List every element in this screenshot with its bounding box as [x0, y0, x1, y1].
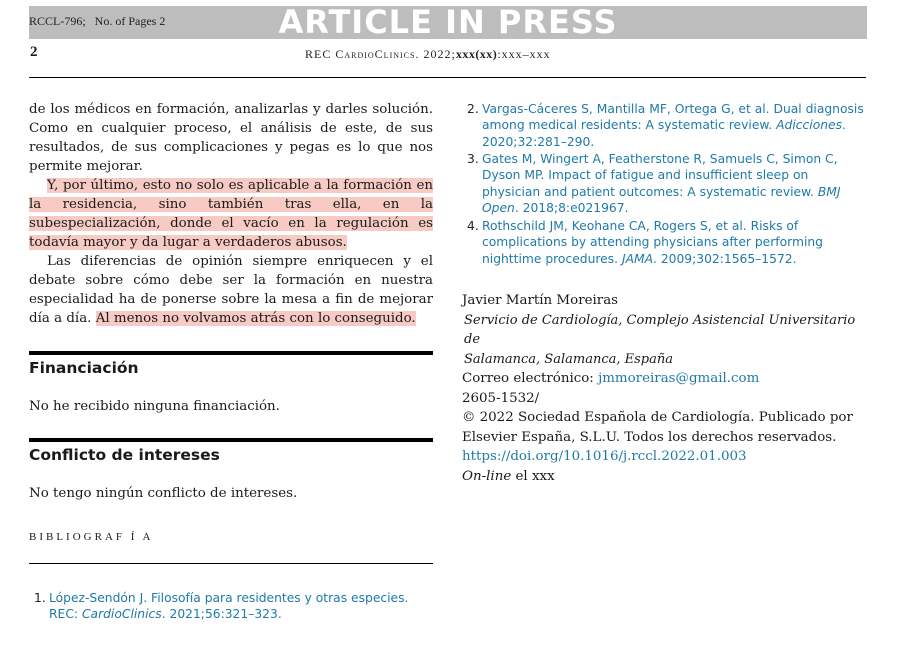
- reference-1[interactable]: [34, 590, 439, 623]
- reference-line: Rothschild JM, Keohane CA, Rogers S, et al. Risks of: [482, 219, 799, 233]
- section-divider-conflict: [29, 438, 433, 442]
- funding-heading: Financiación: [29, 359, 139, 377]
- article-id: RCCL-796; No. of Pages 2: [29, 14, 166, 28]
- bibliography-heading: BIBLIOGRAF Í A: [29, 531, 154, 543]
- reference-line: Gates M, Wingert A, Featherstone R, Samuels C, Simon C,: [482, 152, 838, 166]
- online-date: On-line el xxx: [462, 468, 555, 484]
- issn: 2605-1532/: [462, 390, 540, 406]
- journal-citation: [305, 47, 551, 62]
- reference-line: Open. 2018;8:e021967.: [482, 200, 629, 215]
- funding-text: No he recibido ninguna financiación.: [29, 399, 280, 414]
- conflict-heading: Conflicto de intereses: [29, 446, 220, 464]
- reference-line: López-Sendón J. Filosofía para residentes y otras especies.: [49, 591, 409, 605]
- paragraph-2: [29, 176, 433, 252]
- highlight-2: Y, por último, esto no solo es aplicable a la formación en la residencia, sino también tras ella, en la subespecialización, donde el vacío en la regulación es todavía mayor y da lugar a verdaderos abusos.: [29, 178, 433, 250]
- author-affiliation-2: Salamanca, Salamanca, España: [464, 351, 673, 367]
- conflict-text: No tengo ningún conflicto de intereses.: [29, 486, 298, 501]
- reference-line: among medical residents: A systematic review. Adicciones.: [482, 118, 846, 133]
- reference-4[interactable]: [467, 218, 872, 267]
- reference-line: complications by attending physicians after performing: [482, 235, 823, 250]
- email-link[interactable]: jmmoreiras@gmail.com: [598, 371, 760, 386]
- reference-line: nighttime procedures. JAMA. 2009;302:1565–1572.: [482, 251, 797, 266]
- paragraph-3-text: Las diferencias de opinión siempre enriquecen y el debate sobre cómo debe ser la formación en nuestra especialidad ha de ponerse sobre la mesa a fin de mejorar día a día.: [29, 254, 433, 326]
- author-affiliation-1: Servicio de Cardiología, Complejo Asistencial Universitario de: [464, 312, 856, 347]
- copyright-line-1: © 2022 Sociedad Española de Cardiología. Publicado por: [462, 410, 853, 425]
- reference-number: 4.: [467, 219, 479, 233]
- highlight-3: Al menos no volvamos atrás con lo conseguido.: [95, 311, 416, 326]
- reference-line: 2020;32:281–290.: [482, 134, 595, 149]
- body-text: [29, 100, 433, 328]
- page-number: 2: [30, 44, 38, 60]
- journal-volume: xxx(xx): [455, 47, 498, 61]
- reference-line: Vargas-Cáceres S, Mantilla MF, Ortega G, et al. Dual diagnosis: [482, 102, 864, 116]
- reference-2[interactable]: [467, 101, 872, 150]
- journal-name: REC CardioClinics: [305, 47, 416, 61]
- author-block: [462, 291, 862, 486]
- reference-number: 1.: [34, 591, 46, 605]
- author-email-line: [462, 369, 862, 389]
- reference-3[interactable]: [467, 151, 872, 216]
- copyright-line-2: Elsevier España, S.L.U. Todos los derechos reservados.: [462, 429, 837, 445]
- email-label: Correo electrónico:: [462, 371, 599, 386]
- reference-number: 2.: [467, 102, 479, 116]
- doi-link[interactable]: https://doi.org/10.1016/j.rccl.2022.01.003: [462, 449, 747, 464]
- paragraph-1: de los médicos en formación, analizarlas y darles solución. Como en cualquier proceso, el análisis de este, de sus resultados, de sus complicaciones y pegas es lo que nos permite mejorar.: [29, 102, 433, 174]
- paragraph-3: [29, 252, 433, 328]
- section-divider-funding: [29, 351, 433, 355]
- bibliography-divider: [29, 563, 433, 564]
- header-divider: [29, 77, 866, 78]
- reference-line: REC: CardioClinics. 2021;56:321–323.: [49, 607, 282, 622]
- reference-number: 3.: [467, 152, 479, 166]
- reference-line: Dyson MP. Impact of fatigue and insufficient sleep on: [482, 168, 809, 183]
- journal-pages: :xxx–xxx: [497, 47, 551, 61]
- journal-year: . 2022;: [415, 47, 456, 61]
- author-name: Javier Martín Moreiras: [462, 293, 619, 308]
- reference-line: physician and patient outcomes: A systematic review. BMJ: [482, 184, 841, 199]
- banner-title: ARTICLE IN PRESS: [278, 3, 618, 41]
